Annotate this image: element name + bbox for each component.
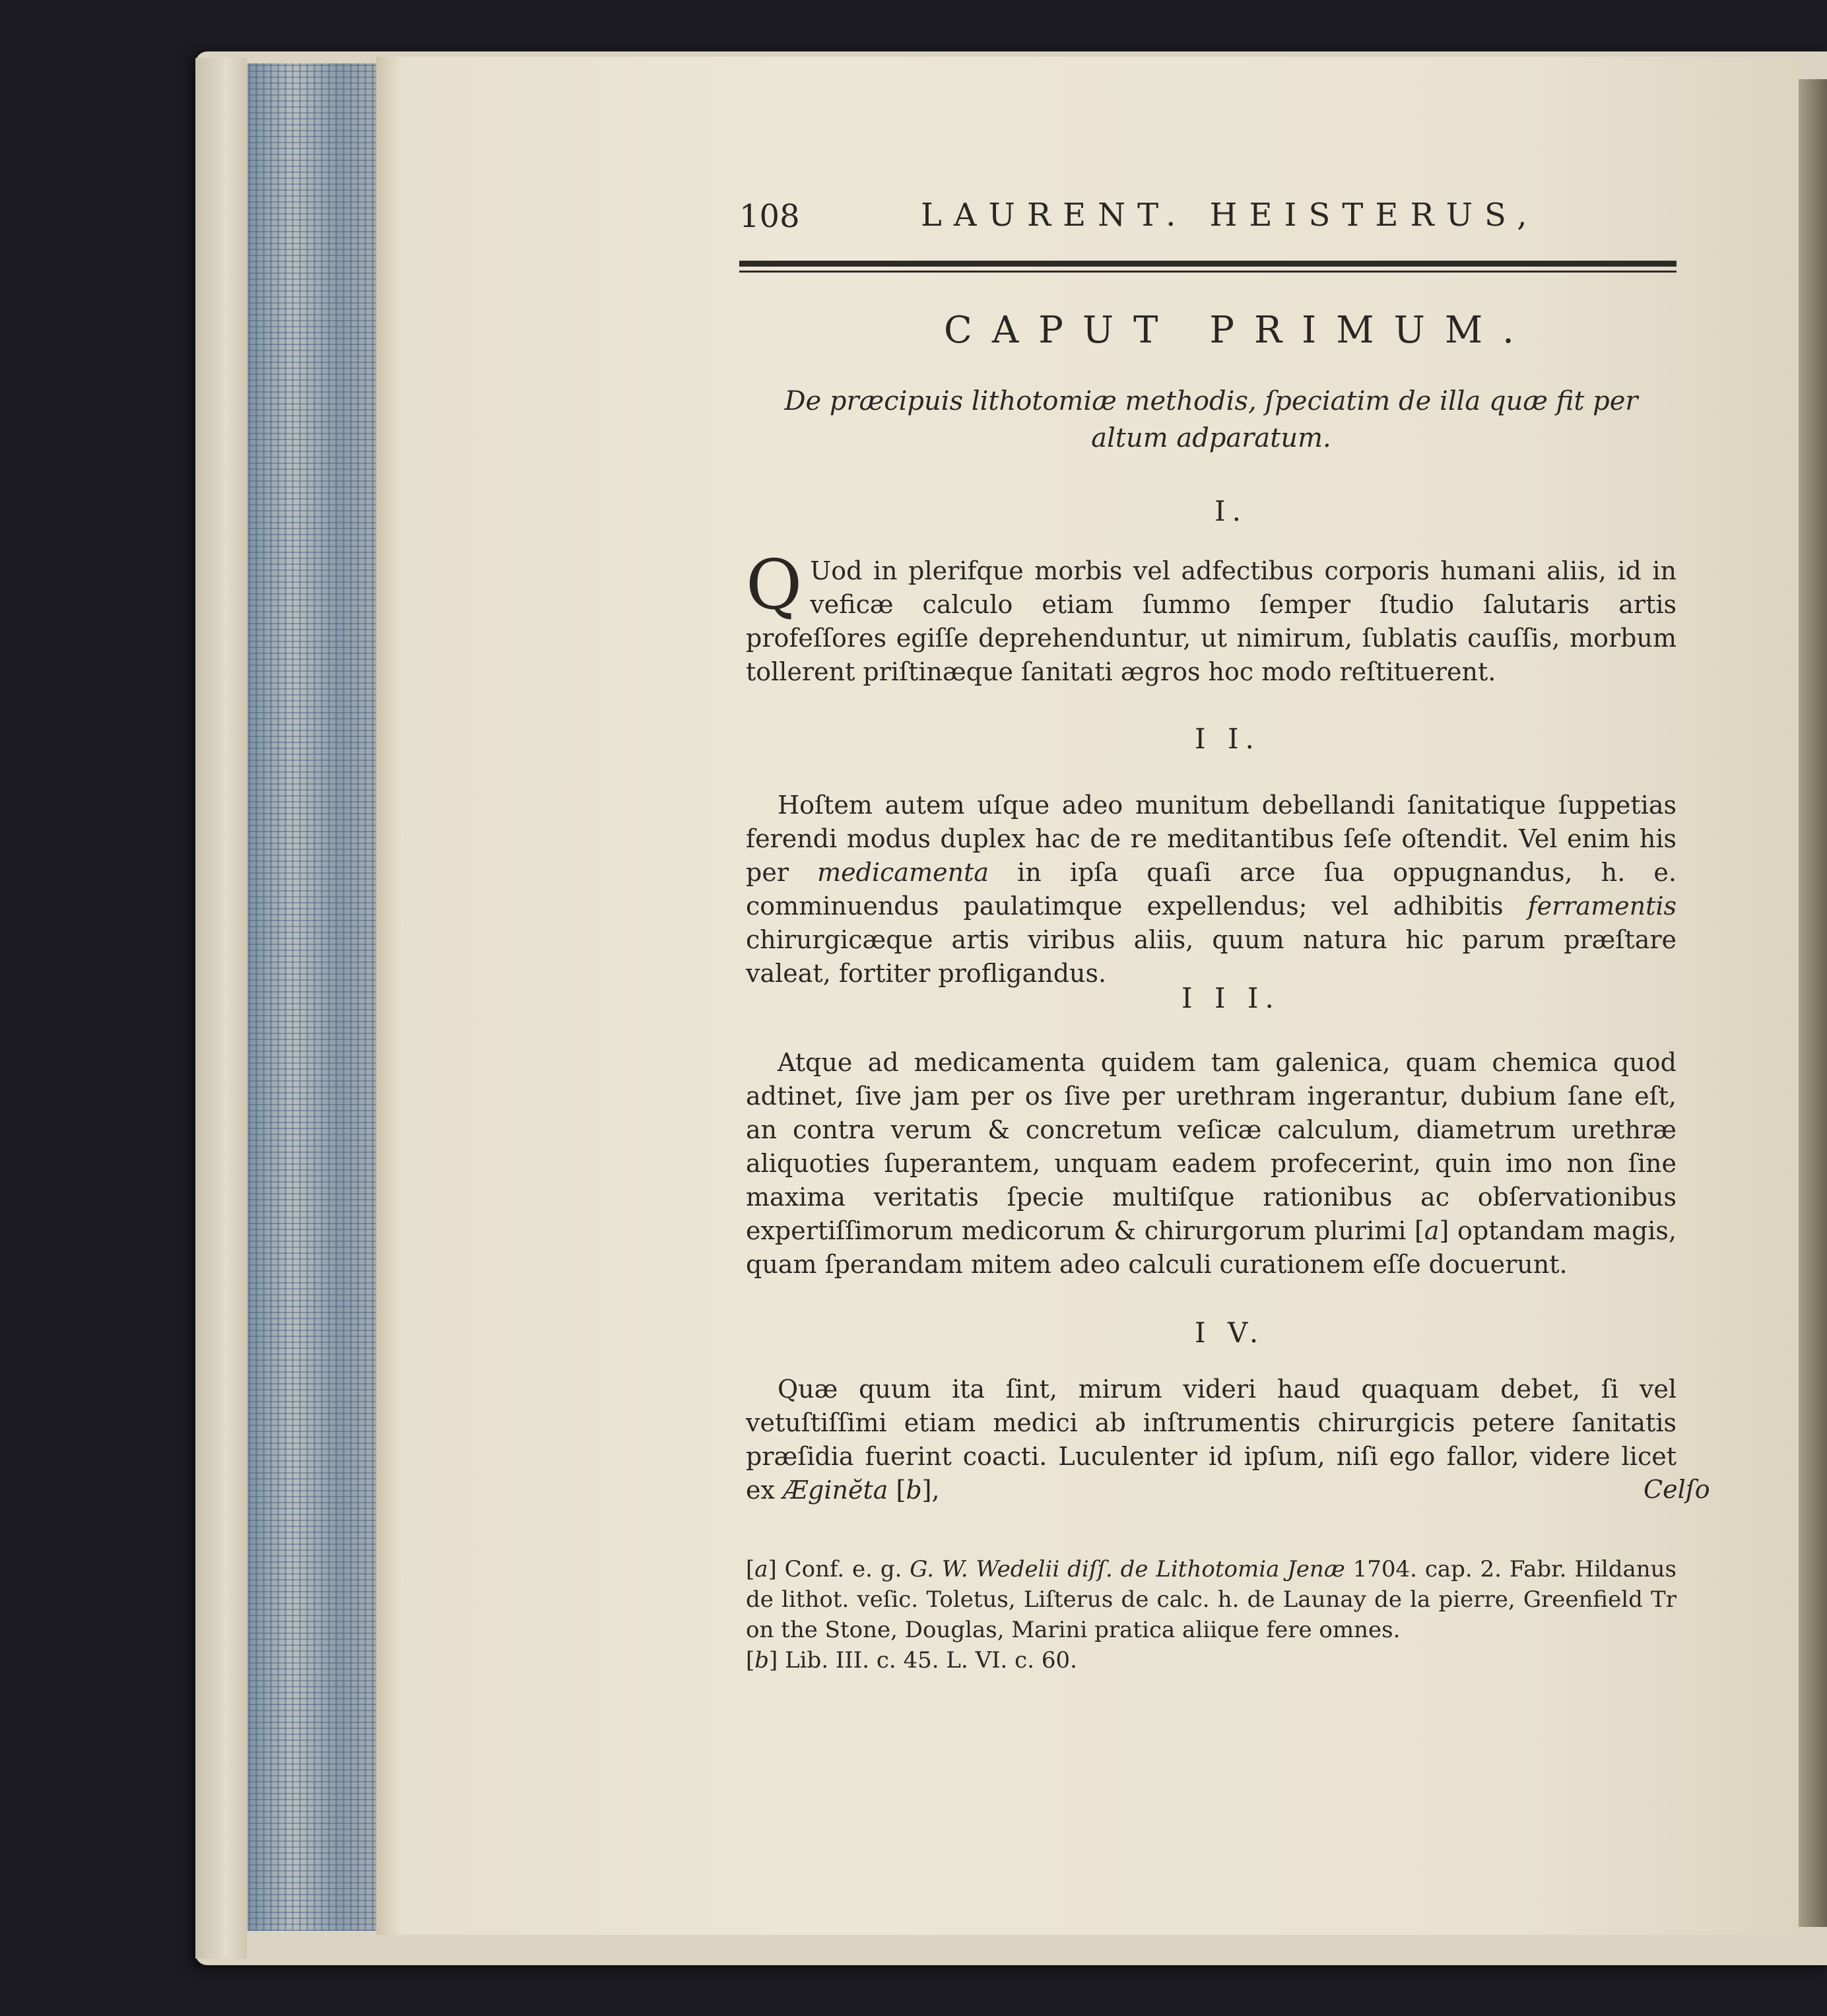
running-title: LAURENT. HEISTERUS, (921, 197, 1539, 234)
section-number: I I I. (1181, 982, 1280, 1014)
section-italic: a (1424, 1216, 1440, 1245)
footnote-italic: G. W. Wedelii diſſ. de Lithotomia Jenæ (910, 1556, 1345, 1582)
chapter-heading: CAPUT PRIMUM. (944, 309, 1534, 352)
header-rule-thin (739, 271, 1677, 273)
section-italic: Æginĕta (783, 1476, 888, 1505)
footnote-mark: b (754, 1647, 770, 1674)
section-text: Hoſtem autem uſque adeo munitum debellandi ſanitatique ſuppetias ferendi modus duplex hac de re meditantibus ſeſe oſtendit. Vel enim his per (746, 791, 1677, 887)
section-paragraph (746, 544, 1677, 689)
running-header (739, 185, 1690, 238)
catchword: Celſo (1644, 1475, 1710, 1504)
section-italic: b (906, 1476, 922, 1505)
section-number: I V. (1195, 1317, 1265, 1349)
section-number: I. (1214, 495, 1247, 527)
page-block-fore-edge (247, 63, 378, 1931)
header-rule (739, 261, 1677, 267)
cover-board-edge (195, 58, 247, 1959)
footnote: [a] Conf. e. g. G. W. Wedelii diſſ. de Lithotomia Jenæ 1704. cap. 2. Fabr. Hildanus de lithot. veſic. Toletus, Liſterus de calc. h. de Launay de la pierre, Greenfield Tr on the Stone, Douglas, Marini pratica aliique fere omnes. (746, 1556, 1677, 1643)
footnote: [b] Lib. III. c. 45. L. VI. c. 60. (746, 1647, 1077, 1674)
section-text: in ipſa quaſi arce ſua oppugnandus, h. e. comminuendus paulatimque expellendus; vel adhibitis (746, 858, 1677, 921)
page-number: 108 (739, 198, 800, 235)
section-italic: medicamenta (817, 858, 989, 887)
section-paragraph (746, 1373, 1677, 1507)
section-text: ] optandam magis, quam ſperandam mitem adeo calculi curationem eſſe docuerunt. (746, 1216, 1677, 1279)
section-text: Atque ad medicamenta quidem tam galenica, quam chemica quod adtinet, ſive jam per os ſive per urethram ingerantur, dubium ſane eſt, an contra verum & concretum veſicæ calculum, diametrum urethræ aliquoties ſuperantem, unquam eadem profecerint, quin imo non ſine maxima veritatis ſpecie multiſque rationibus ac obſervationibus expertiſſimorum medicorum & chirurgorum plurimi [ (746, 1048, 1677, 1245)
section-text: Uod in plerifque morbis vel adfectibus corporis humani aliis, id in veficæ calculo etiam ſummo ſemper ſtudio ſalutaris artis profeſſores egiſſe deprehenduntur, ut nimirum, ſublatis cauſſis, morbum tollerent priſtinæque ſanitati ægros hoc modo reſtituerent. (746, 556, 1677, 686)
footnote-text: Conf. e. g. (776, 1556, 910, 1582)
section-number: I I. (1195, 723, 1261, 755)
section-paragraph (746, 789, 1677, 991)
section-paragraph (746, 1046, 1677, 1282)
footnotes (746, 1554, 1677, 1675)
section-text: ], (921, 1476, 940, 1505)
facing-page-edge (1799, 79, 1827, 1927)
chapter-subtitle: De præcipuis lithotomiæ methodis, ſpeciatim de illa quæ fit per altum adparatum. (784, 386, 1638, 453)
footnote-text: 1704. cap. 2. Fabr. Hildanus de lithot. veſic. Toletus, Liſterus de calc. h. de Launay de la pierre, Greenfield Tr on the Stone, Douglas, Marini pratica aliique fere omnes. (746, 1556, 1677, 1643)
footnote-mark: a (754, 1556, 768, 1582)
drop-cap: Q (746, 544, 803, 625)
page-edge-shade (376, 57, 403, 1935)
section-text: chirurgicæque artis viribus aliis, quum natura hic parum præſtare valeat, fortiter profligandus. (746, 925, 1677, 988)
section-text: [ (888, 1476, 906, 1505)
section-text: Quæ quum ita ſint, mirum videri haud quaquam debet, ſi vel vetuſtiſſimi etiam medici ab inſtrumentis chirurgicis petere ſanitatis præſidia fuerint coacti. Luculenter id ipſum, niſi ego fallor, videre licet ex (746, 1375, 1677, 1505)
page-content (739, 185, 1710, 1674)
footnote-text: Lib. III. c. 45. L. VI. c. 60. (778, 1647, 1077, 1674)
section-italic: ferramentis (1527, 892, 1677, 921)
